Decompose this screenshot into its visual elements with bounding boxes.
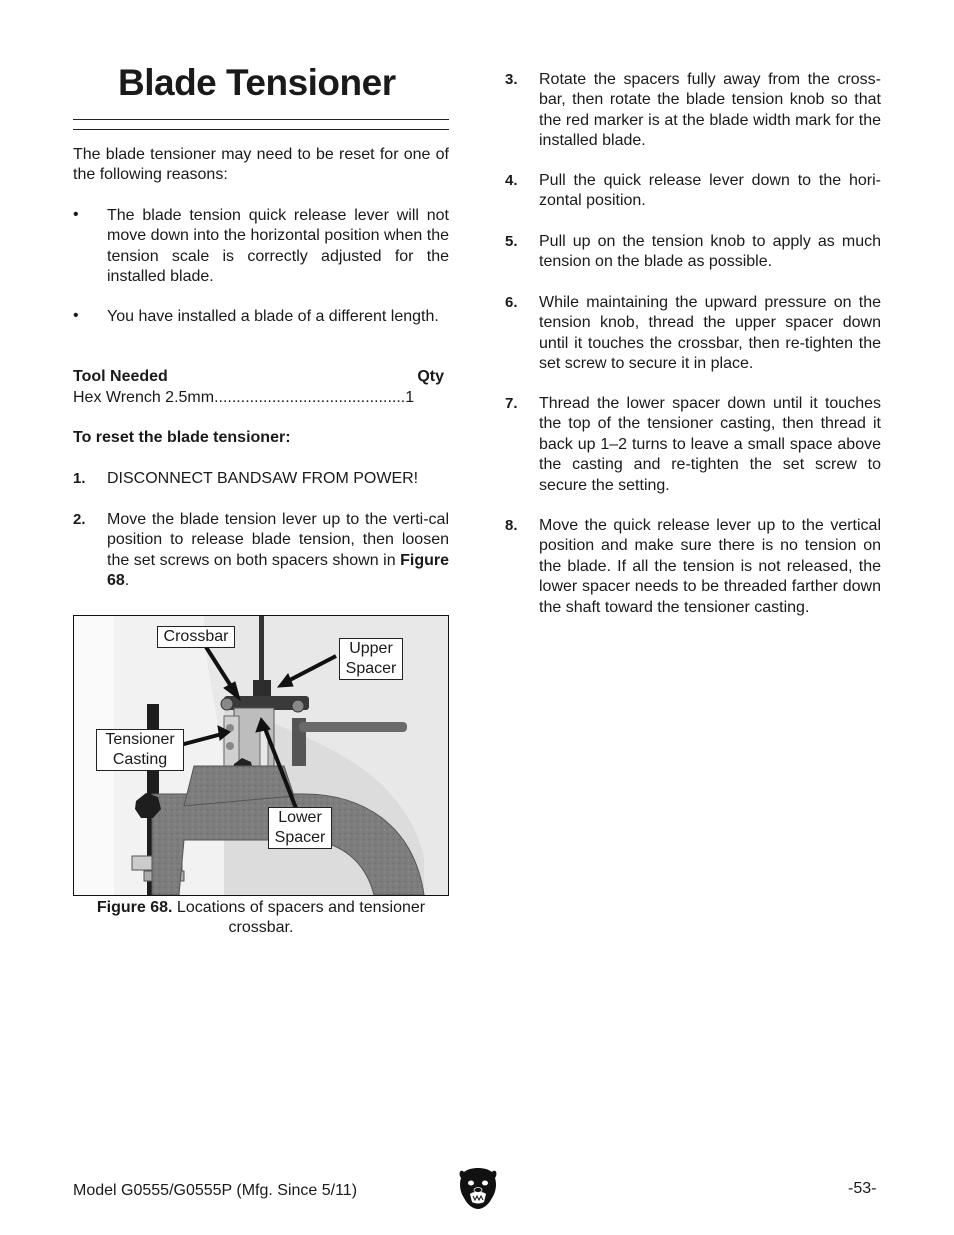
bullet-symbol: • xyxy=(73,206,79,223)
title-rule-bottom xyxy=(73,129,449,130)
tool-needed-label: Tool Needed xyxy=(73,368,168,385)
step-text: DISCONNECT BANDSAW FROM POWER! xyxy=(107,470,419,487)
callout-text: Crossbar xyxy=(163,628,229,645)
step-2 xyxy=(73,510,449,592)
step-number: 8. xyxy=(505,517,518,534)
intro-paragraph: The blade tensioner may need to be reset for one of the following reasons: xyxy=(73,146,449,184)
step-text: While maintaining the upward pressure on the tension knob, thread the upper spacer down until it touches the crossbar, then re-tighten the set screw to secure it in place. xyxy=(539,294,881,373)
step-number: 6. xyxy=(505,294,518,311)
page-title: Blade Tensioner xyxy=(118,62,396,103)
step-text xyxy=(107,510,449,592)
callout-text: Spacer xyxy=(345,660,397,677)
step-text: Thread the lower spacer down until it touches the top of the tensioner casting, then thread it back up 1–2 turns to leave a small space above the casting and re-tighten the set screw to secure the setting. xyxy=(539,395,881,494)
title-rule-top xyxy=(73,119,449,120)
figure-caption-label: Figure 68. xyxy=(96,899,173,916)
step-number: 1. xyxy=(73,470,86,487)
tensioner-casting-callout xyxy=(96,729,184,771)
step-text: Rotate the spacers fully away from the cross-bar, then rotate the blade tension knob so that the red marker is at the blade width mark for the installed blade. xyxy=(539,71,881,150)
callout-text: Spacer xyxy=(274,829,326,846)
callout-text: Lower xyxy=(278,809,322,826)
step-number: 7. xyxy=(505,395,518,412)
figure-caption xyxy=(73,898,449,939)
bear-logo-icon xyxy=(458,1166,498,1210)
tool-needed-header xyxy=(73,368,444,386)
step-3 xyxy=(505,70,881,152)
tool-qty-label: Qty xyxy=(417,368,444,385)
tool-row: Hex Wrench 2.5mm...........................................1 xyxy=(73,389,415,406)
step-number: 3. xyxy=(505,71,518,88)
step-text-before: Move the blade tension lever up to the verti-cal position to release blade tension, then loosen the set screws on both spacers shown in xyxy=(107,511,449,569)
figure-reference: Figure 68 xyxy=(107,551,449,590)
page-number: -53- xyxy=(848,1180,877,1197)
step-5 xyxy=(505,232,881,273)
procedure-heading: To reset the blade tensioner: xyxy=(73,429,291,446)
step-1 xyxy=(73,469,449,489)
callout-text: Casting xyxy=(112,751,168,768)
lower-spacer-callout xyxy=(268,807,332,849)
step-text: Pull the quick release lever down to the hori-zontal position. xyxy=(539,172,881,210)
figure-68-photo xyxy=(73,615,449,896)
step-4 xyxy=(505,171,881,212)
footer-model: Model G0555/G0555P (Mfg. Since 5/11) xyxy=(73,1182,358,1199)
crossbar-callout xyxy=(157,626,235,648)
step-text: Pull up on the tension knob to apply as much tension on the blade as possible. xyxy=(539,233,881,271)
step-text-after: . xyxy=(124,572,130,590)
callout-text: Upper xyxy=(349,640,393,657)
list-item xyxy=(73,206,449,288)
figure-caption-text: Locations of spacers and tensioner crossbar. xyxy=(172,899,426,937)
step-7 xyxy=(505,394,881,496)
step-number: 5. xyxy=(505,233,518,250)
step-text: Move the quick release lever up to the vertical position and make sure there is no tension on the blade. If all the tension is not released, the lower spacer needs to be threaded farther down the shaft toward the tensioner casting. xyxy=(539,517,881,616)
step-number: 2. xyxy=(73,511,86,528)
callout-text: Tensioner xyxy=(105,731,175,748)
bullet-text: You have installed a blade of a different length. xyxy=(107,308,439,325)
step-6 xyxy=(505,293,881,375)
list-item xyxy=(73,307,449,327)
upper-spacer-callout xyxy=(339,638,403,680)
step-number: 4. xyxy=(505,172,518,189)
step-8 xyxy=(505,516,881,618)
bullet-symbol: • xyxy=(73,307,79,324)
bullet-text: The blade tension quick release lever will not move down into the horizontal position when the tension scale is correctly adjusted for the installed blade. xyxy=(107,207,449,286)
